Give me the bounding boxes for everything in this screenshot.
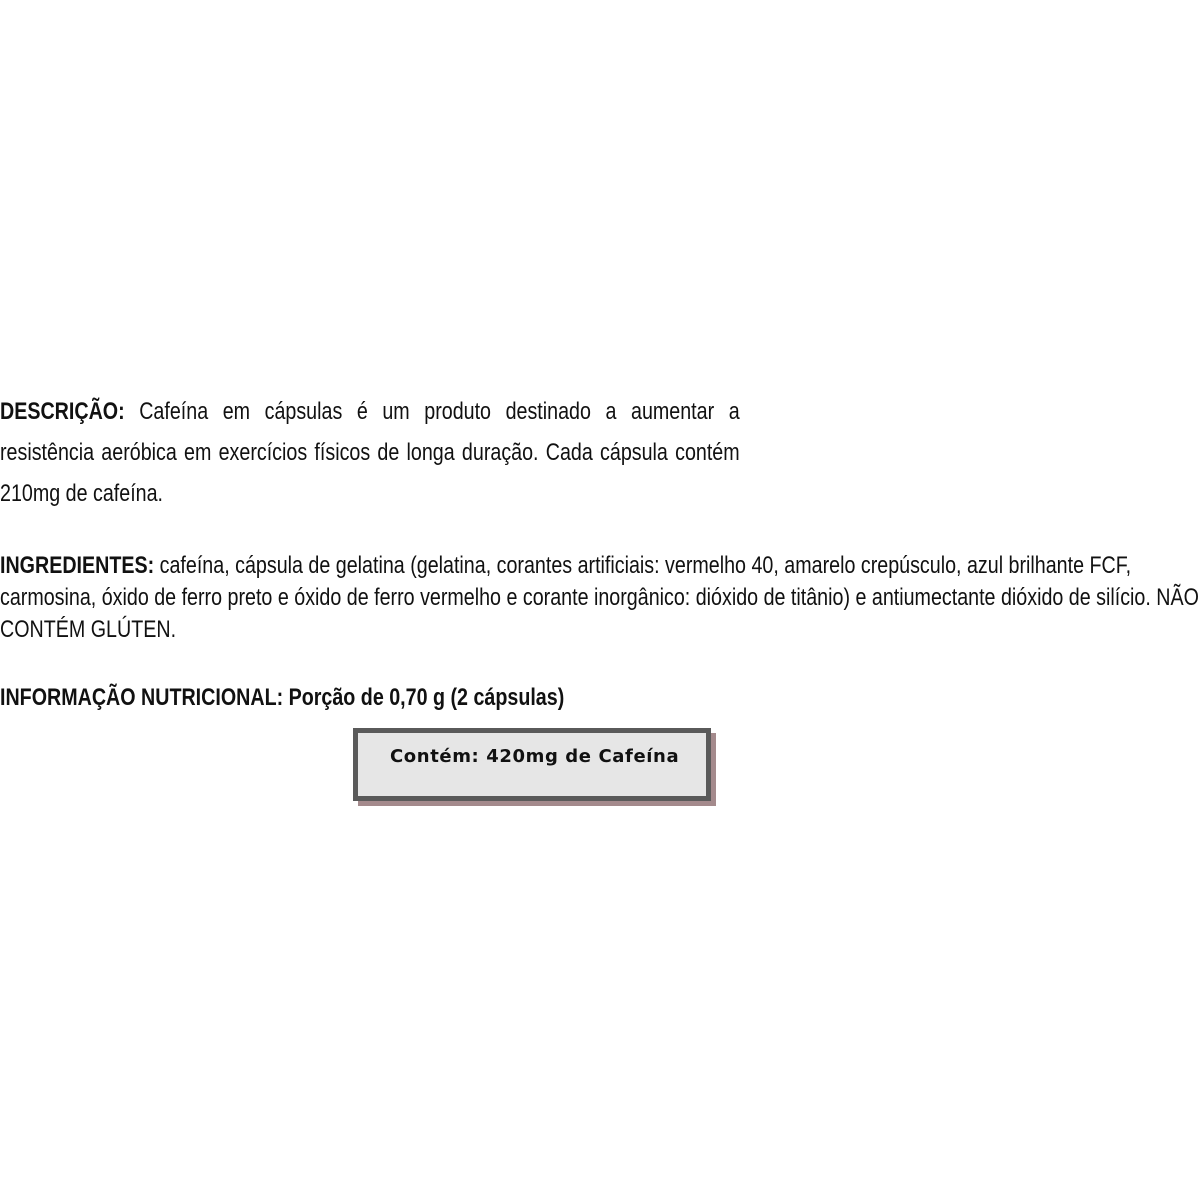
ingredients-paragraph xyxy=(0,550,1200,646)
content-box-text: Contém: 420mg de Cafeína xyxy=(390,746,680,767)
ingredients-text: cafeína, cápsula de gelatina (gelatina, corantes artificiais: vermelho 40, amarelo crepúsculo, azul brilhante FCF, carmosina, óxido de ferro preto e óxido de ferro vermelho e corante inorgânico: dióxido de titânio) e antiumectante dióxido de silício. NÃO CONTÉM GLÚTEN. xyxy=(0,552,1199,643)
description-paragraph xyxy=(0,391,740,514)
ingredients-label: INGREDIENTES: xyxy=(0,552,155,579)
description-text: Cafeína em cápsulas é um produto destinado a aumentar a resistência aeróbica em exercícios físicos de longa duração. Cada cápsula contém 210mg de cafeína. xyxy=(0,398,740,507)
content-box xyxy=(353,728,711,801)
nutrition-heading xyxy=(0,682,984,714)
nutrition-portion: Porção de 0,70 g (2 cápsulas) xyxy=(288,684,565,711)
description-label: DESCRIÇÃO: xyxy=(0,398,125,425)
nutrition-label: INFORMAÇÃO NUTRICIONAL: xyxy=(0,684,284,711)
